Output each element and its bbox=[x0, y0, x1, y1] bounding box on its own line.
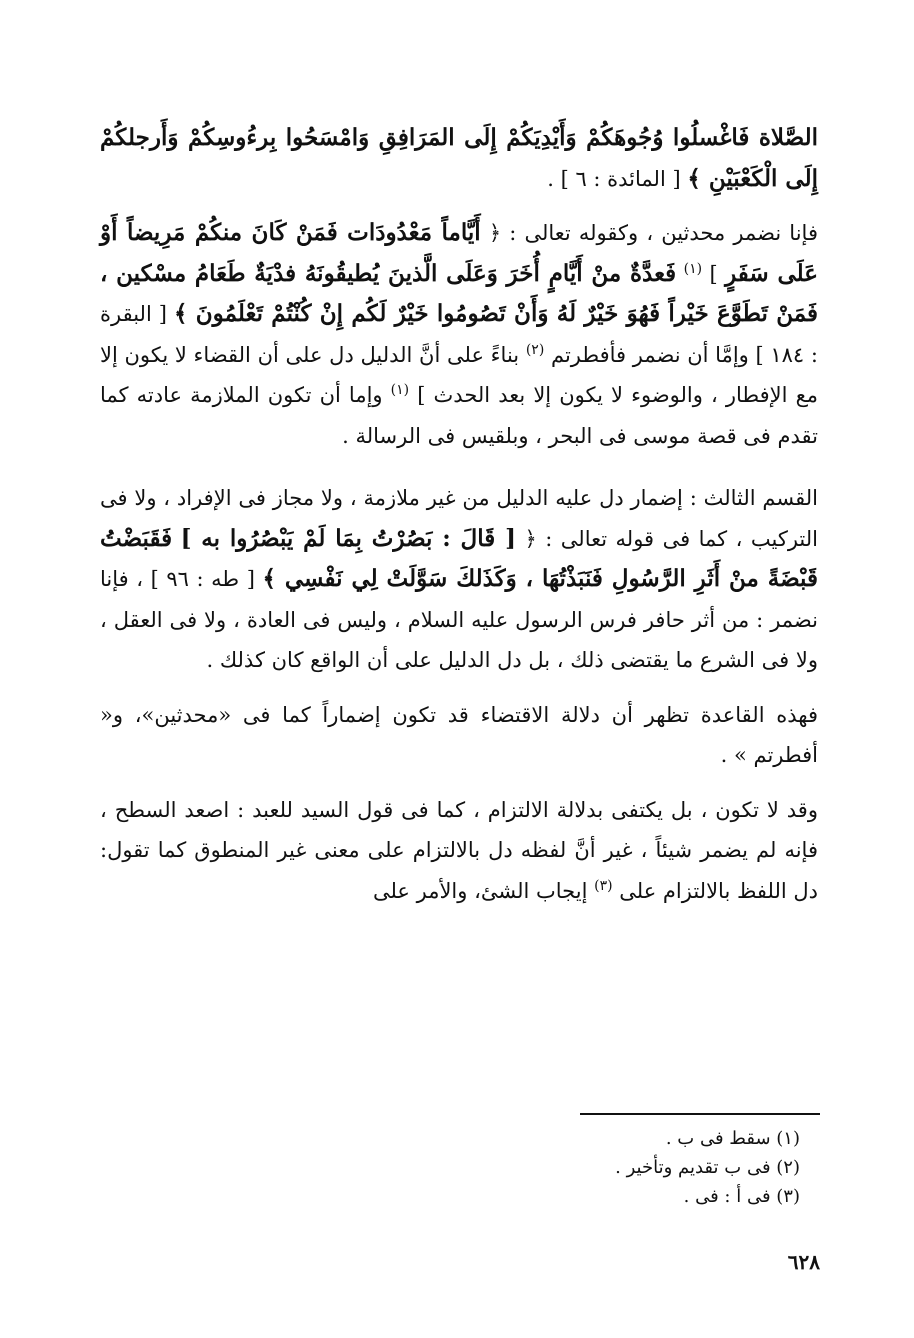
quran-verse: أَيَّاماً مَعْدُودَات فَمَنْ كَانَ منكُمْ مَرِيضاً أَوْ عَلَى سَفَرٍ bbox=[100, 219, 818, 287]
footnote-item: (١) سقط فى ب . bbox=[665, 1128, 800, 1149]
paragraph-4 bbox=[100, 695, 818, 776]
quran-verse: فَعدَّةٌ منْ أَيَّامٍ أُخَرَ وَعَلَى الَّذينَ يُطيقُونَهُ فدْيَةٌ طَعَامُ مسْكين ، فَمَنْ تَطَوَّعَ خَيْراً فَهُوَ خَيْرٌ لَهُ وَأَنْ تَصُومُوا خَيْرٌ لَكُم إِنْ كُنْتُمْ تَعْلَمُونَ ﴾ bbox=[100, 259, 818, 327]
paragraph-text: وقد لا تكون ، بل يكتفى بدلالة الالتزام ، كما فى قول السيد للعبد : اصعد السطح ، فإنه لم يضمر شيئاً ، غير أنَّ لفظه دل بالالتزام على معنى غير المنطوق كما تقول: دل اللفظ بالالتزام على bbox=[100, 797, 818, 903]
paragraph-text: إيجاب الشئ، والأمر على bbox=[372, 878, 588, 903]
footnotes bbox=[500, 1124, 800, 1211]
verse-reference: [ المائدة : ٦ ] . bbox=[547, 166, 681, 191]
paragraph-text: فهذه القاعدة تظهر أن دلالة الاقتضاء قد تكون إضماراً كما فى «محدثين»، و« أفطرتم » . bbox=[100, 702, 818, 767]
footnote-item: (٣) فى أ : فى . bbox=[683, 1186, 800, 1207]
page-number: ٦٢٨ bbox=[787, 1250, 820, 1274]
paragraph-5 bbox=[100, 790, 818, 912]
footnote-marker: (٣) bbox=[594, 877, 613, 894]
quran-verse: الصَّلاة فَاغْسلُوا وُجُوهَكُمْ وَأَيْدِيَكُمْ إِلَى المَرَافِقِ وَامْسَحُوا بِرءُوسِكُمْ وَأَرجلكُمْ إِلَى الْكَعْبَيْنِ ﴾ bbox=[100, 124, 818, 192]
main-text bbox=[100, 118, 818, 911]
paragraph-text: [ طه : ٩٦ ] ، فإنا نضمر : من أثر حافر فرس الرسول عليه السلام ، وليس فى العادة ، ولا فى العقل ، ولا فى الشرع ما يقتضى ذلك ، بل دل الدليل على أن الواقع كان كذلك . bbox=[100, 567, 818, 672]
paragraph-text: بناءً على أنَّ الدليل دل على أن القضاء لا يكون إلا مع الإفطار ، والوضوء لا يكون إلا بعد الحدث ] bbox=[100, 342, 818, 407]
footnote-item: (٢) فى ب تقديم وتأخير . bbox=[615, 1157, 800, 1178]
footnote-marker: (٢) bbox=[525, 341, 545, 358]
footnote-marker: (١) bbox=[390, 382, 410, 398]
verse-reference: [ البقرة : ١٨٤ ] وإمَّا أن نضمر فأفطرتم bbox=[100, 302, 818, 367]
paragraph-2 bbox=[100, 213, 818, 456]
quran-verse: [ قَالَ : بَصُرْتُ بِمَا لَمْ يَبْصُرُوا به ] bbox=[180, 524, 516, 552]
paragraph-1 bbox=[100, 118, 818, 199]
footnote-marker: (١) bbox=[683, 260, 703, 277]
paragraph-lead: فإنا نضمر محدثين ، وكقوله تعالى : ﴿ bbox=[488, 221, 818, 245]
paragraph-text: وإما أن تكون الملازمة عادته كما تقدم فى قصة موسى فى البحر ، وبلقيس فى الرسالة . bbox=[100, 383, 818, 448]
paragraph-3 bbox=[100, 478, 818, 681]
bracket-mark: ] bbox=[709, 261, 718, 286]
footnote-divider bbox=[580, 1113, 820, 1115]
paragraph-lead: القسم الثالث : إضمار دل عليه الدليل من غير ملازمة ، ولا مجاز فى الإفراد ، ولا فى التركيب ، كما فى قوله تعالى : ﴿ bbox=[100, 486, 818, 551]
quran-verse: فَقَبَضْتُ قَبْضَةً منْ أَثَرِ الرَّسُولِ فَنَبَذْتُهَا ، وَكَذَلكَ سَوَّلَتْ لِي نَفْسِي ﴾ bbox=[100, 524, 818, 592]
